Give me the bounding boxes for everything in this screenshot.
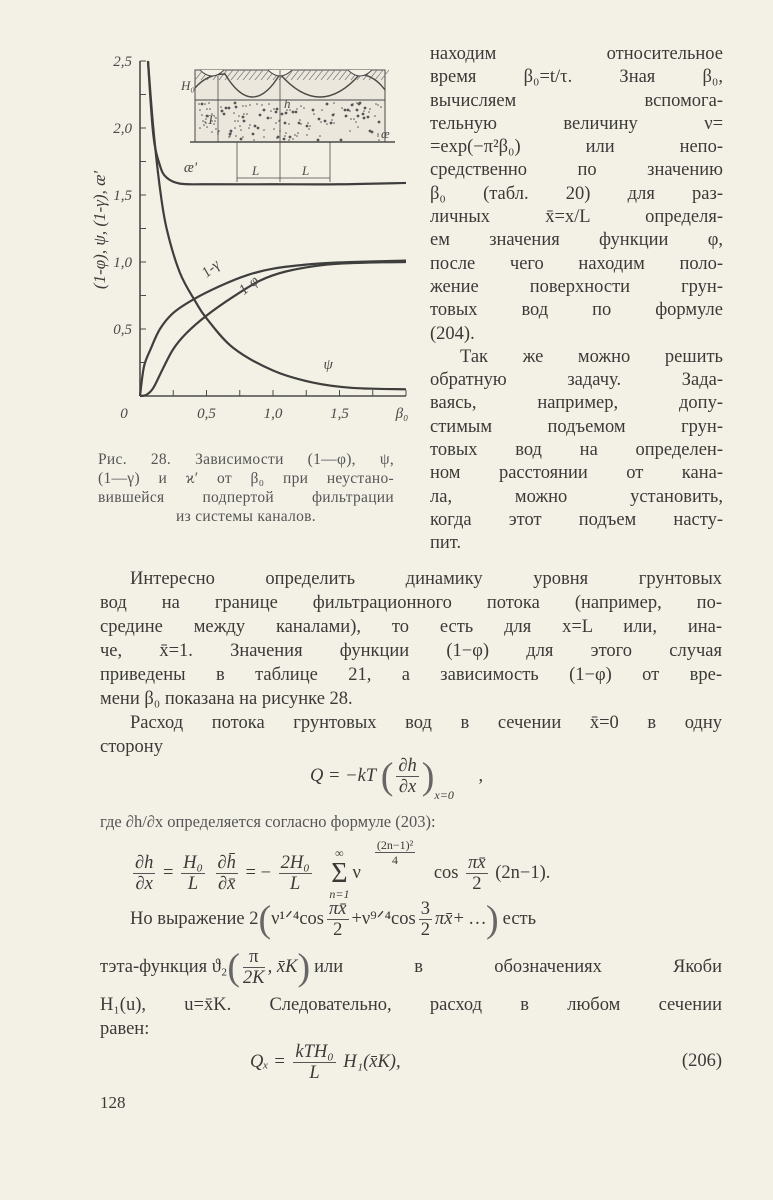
sand-dot [297, 132, 299, 134]
eq-den: L [290, 874, 301, 895]
eq-den: 2 [472, 874, 482, 895]
eq-num: πx̄ [329, 899, 347, 919]
sand-dot [268, 103, 270, 105]
sand-dot [275, 122, 277, 124]
sand-dot [318, 118, 321, 121]
sand-dot [307, 122, 309, 124]
sand-dot [306, 134, 308, 136]
y-tick-label: 2,0 [113, 121, 132, 137]
sand-dot [238, 115, 240, 117]
text-line: товых вод на определен- [430, 440, 723, 461]
sand-dot [215, 117, 217, 119]
sand-dot [240, 138, 243, 141]
eq-lhs: Qₓ = [250, 1051, 286, 1072]
sand-dot [246, 113, 248, 115]
text-line: ла, можно установить, [430, 486, 723, 507]
sand-dot [283, 138, 286, 141]
sand-dot [240, 129, 242, 131]
sand-dot [285, 112, 288, 115]
sand-dot [377, 135, 379, 137]
exp-num: (2n−1)² [376, 838, 414, 852]
text-line: вычисляем вспомога- [430, 90, 723, 111]
sand-dot [273, 128, 275, 130]
sand-dot [298, 122, 301, 125]
caption-line: (1—γ) и ϰ′ от β₀ при неустано- [98, 470, 394, 487]
text-line: ном расстоянии от кана- [430, 463, 723, 484]
sand-dot [284, 135, 286, 137]
sand-dot [377, 104, 379, 106]
text-line: β₀ (табл. 20) для раз- [430, 183, 723, 204]
y-tick-label: 2,5 [113, 54, 132, 70]
sand-dot [203, 124, 205, 126]
text-line: пит. [430, 533, 462, 554]
text-line: личных x̄=x/L определя- [430, 207, 723, 228]
sand-dot [321, 109, 323, 111]
eq-den: L [309, 1063, 320, 1083]
sand-dot [288, 139, 290, 141]
sand-dot [333, 122, 335, 124]
sand-dot [326, 123, 328, 125]
eq-sign: = − [245, 863, 272, 883]
sand-dot [344, 109, 347, 112]
inset-label-L: L [252, 163, 260, 178]
sand-dot [253, 139, 255, 141]
eq-tail: , [478, 765, 484, 786]
sand-dot [341, 107, 343, 109]
text-line: приведены в таблице 21, а зависимость (1−φ) от вре- [100, 665, 722, 685]
sand-dot [294, 134, 296, 136]
sand-dot [378, 139, 380, 141]
sand-dot [221, 110, 224, 113]
sand-dot [252, 133, 255, 136]
sand-dot [349, 130, 351, 132]
sand-dot [326, 103, 329, 106]
figure-caption [98, 450, 394, 526]
sand-dot [368, 111, 370, 113]
sand-dot [242, 136, 244, 138]
sand-dot [235, 135, 237, 137]
sand-dot [215, 128, 217, 130]
x-axis-label: β₀ [395, 406, 409, 422]
inset-label-kappa: æ [381, 126, 390, 141]
sand-dot [324, 120, 327, 123]
paragraph-dynamics [100, 567, 722, 759]
sand-dot [259, 114, 262, 117]
text: πx̄+ … [434, 908, 486, 929]
sand-dot [245, 105, 247, 107]
x-origin-label: 0 [120, 406, 128, 422]
sand-dot [296, 135, 298, 137]
sand-dot [243, 113, 245, 115]
sand-dot [209, 108, 211, 110]
eq-sign: = [163, 863, 174, 883]
sand-dot [263, 136, 265, 138]
text-line: равен: [100, 1019, 150, 1039]
sand-dot [199, 127, 201, 129]
sand-dot [218, 130, 220, 132]
sand-dot [306, 125, 309, 128]
sand-dot [317, 139, 320, 142]
sand-dot [288, 123, 290, 125]
sand-dot [235, 106, 238, 109]
sand-dot [300, 105, 302, 107]
series-label: 1-γ [198, 257, 224, 282]
eq-den: 2K [243, 968, 265, 988]
sand-dot [374, 115, 376, 117]
paragraph-jacobi [100, 993, 722, 1041]
x-tick-label: 1,0 [263, 406, 283, 422]
sand-dot [357, 115, 360, 118]
sand-dot [331, 119, 333, 121]
sand-dot [364, 107, 367, 110]
inset-label-h: h [284, 96, 291, 111]
sand-dot [380, 106, 382, 108]
text: Но выражение 2 [130, 908, 259, 929]
eq-nu: ν [352, 863, 361, 883]
sand-dot [198, 103, 200, 105]
one-minus-phi-curve [140, 262, 406, 396]
text: тэта-функция ϑ₂ [100, 956, 228, 977]
eq-den: 2 [420, 920, 430, 940]
right-column-text [430, 43, 723, 556]
eq-den: ∂x [135, 874, 153, 895]
sand-dot [242, 105, 244, 107]
sand-dot [347, 109, 350, 112]
sand-dot [371, 131, 374, 134]
sand-dot [313, 113, 315, 115]
sand-dot [202, 120, 204, 122]
chart-y-axis-title: (1-φ), ψ, (1-γ), æ' [90, 170, 109, 290]
paragraph-theta-function: тэта-функция ϑ₂( $\frac{\pi}{2K}$ , x̄K) или в обозначениях Якоби [100, 946, 722, 989]
sand-dot [256, 103, 258, 105]
caption-line: вившейся подпертой фильтрации [98, 489, 394, 506]
sand-dot [296, 108, 298, 110]
sand-dot [292, 111, 295, 114]
eq-num: 2H₀ [280, 853, 310, 874]
x-tick-label: 0,5 [197, 406, 216, 422]
text-line: Интересно определить динамику уровня грунтовых [130, 569, 722, 589]
sand-dot [237, 120, 239, 122]
eq-rhs: H₁(x̄K), [343, 1051, 401, 1072]
sand-dot [233, 112, 235, 114]
y-tick-label: 1,5 [113, 188, 132, 204]
sand-dot [358, 103, 361, 106]
sand-dot [378, 121, 381, 124]
text: или в обозначениях Якоби [314, 957, 722, 978]
sand-dot [277, 136, 280, 139]
eq-num: ∂h [135, 853, 154, 874]
sand-dot [201, 114, 203, 116]
sand-dot [229, 135, 231, 137]
inset-label-L: L [302, 163, 310, 178]
text: , x̄K [267, 956, 298, 977]
sand-dot [340, 139, 343, 142]
sand-dot [206, 108, 208, 110]
eq-num: ∂h̄ [217, 853, 236, 874]
sand-dot [223, 113, 226, 116]
sand-dot [267, 117, 270, 120]
sand-dot [230, 132, 232, 134]
sand-dot [234, 127, 236, 129]
sand-dot [243, 120, 246, 123]
text-line: товых вод по формуле [430, 300, 723, 321]
sand-dot [285, 132, 287, 134]
one-minus-gamma-curve [140, 261, 406, 396]
sand-dot [270, 117, 272, 119]
eq-den: 2 [333, 920, 343, 940]
page-number: 128 [100, 1093, 126, 1112]
text-line: средине между каналами), то есть для x=L или, ина- [100, 617, 722, 637]
sand-dot [295, 111, 298, 114]
sand-dot [356, 109, 359, 112]
eq-lhs: Q = −kT [310, 765, 377, 786]
sand-dot [228, 107, 231, 110]
text-line: мени β₀ показана на рисунке 28. [100, 689, 353, 709]
sand-dot [362, 113, 365, 116]
text-line: ем значения функции φ, [430, 230, 723, 251]
eq-num: π [243, 947, 265, 968]
sand-dot [363, 117, 366, 120]
caption-line: Рис. 28. Зависимости (1—φ), ψ, [98, 451, 394, 468]
text-line: ваясь, например, допу- [430, 393, 723, 414]
sand-dot [375, 103, 377, 105]
text-line: H₁(u), u=x̄K. Следовательно, расход в любом сечении [100, 995, 722, 1015]
exp-den: 4 [392, 853, 398, 867]
text: есть [502, 908, 537, 929]
sand-dot [234, 102, 237, 105]
sand-dot [263, 129, 265, 131]
text: +ν⁹ᐟ⁴cos [351, 908, 416, 929]
text-line: средственно по значению [430, 160, 723, 181]
sand-dot [292, 138, 294, 140]
sand-dot [220, 106, 222, 108]
sand-dot [289, 136, 292, 139]
equation-206 [250, 1042, 722, 1083]
eq-num: H₀ [183, 853, 203, 874]
sand-dot [242, 116, 245, 119]
eq-num: kTH₀ [295, 1042, 334, 1062]
sand-dot [350, 118, 352, 120]
sand-dot [281, 113, 284, 116]
sand-dot [254, 125, 257, 128]
text: ν¹ᐟ⁴cos [271, 908, 325, 929]
sand-dot [333, 102, 335, 104]
inset-label-H0: H₀ [181, 78, 195, 93]
sand-dot [349, 110, 351, 112]
sand-dot [319, 135, 321, 137]
text-line: жение поверхности грун- [430, 276, 723, 297]
sand-dot [230, 130, 233, 133]
sand-dot [201, 103, 204, 106]
text-line: стимым подъемом грун- [430, 416, 723, 437]
sand-dot [214, 120, 216, 122]
sand-dot [309, 125, 311, 127]
sand-dot [211, 131, 213, 133]
text-line: когда этот подъем насту- [430, 509, 723, 530]
sum-upper: ∞ [335, 845, 344, 860]
equation-number: (206) [681, 1051, 722, 1071]
text-line: после чего находим поло- [430, 253, 723, 274]
text-line: вод на границе фильтрационного потока (например, по- [100, 593, 722, 613]
inset-cross-section [180, 70, 395, 182]
sand-dot [308, 128, 310, 130]
series-label: ψ [323, 357, 333, 374]
inset-label-T: T [207, 112, 215, 127]
paragraph-theta-expression: Но выражение 2(ν¹ᐟ⁴cos $\frac{\pi x̄}{2}$ +ν⁹ᐟ⁴cos $\frac{3}{2}$ πx̄+ …) есть [130, 898, 537, 941]
sand-dot [345, 115, 348, 118]
sand-dot [377, 133, 379, 135]
sand-dot [300, 123, 302, 125]
eq-den: ∂x̄ [218, 874, 236, 895]
sand-dot [276, 108, 279, 111]
text-line: сторону [100, 737, 163, 757]
eq-cos: cos [433, 863, 459, 883]
series-label: 1-φ [236, 272, 263, 299]
text-line: находим относительное [430, 44, 723, 64]
text-line: че, x̄=1. Значения функции (1−φ) для этого случая [100, 641, 722, 661]
sand-dot [275, 111, 278, 114]
equation-discharge: Q = −kT ( $\frac{\partial h}{\partial x}$ )$_{x=0}$ , [310, 755, 484, 802]
text-line: время β₀=t/τ. Зная β₀, [430, 67, 723, 88]
sand-dot [330, 122, 333, 125]
sand-dot [355, 121, 357, 123]
sum-lower: n=1 [329, 886, 350, 901]
sand-dot [257, 127, 260, 130]
text-line: тельную величину ν= [430, 113, 723, 134]
caption-line: из системы каналов. [176, 508, 316, 525]
text-line: (204). [430, 323, 475, 344]
text-line: где ∂h/∂x определяется согласно формуле (203): [100, 812, 436, 831]
y-tick-label: 0,5 [113, 322, 132, 338]
sand-dot [303, 107, 305, 109]
x-tick-label: 1,5 [330, 406, 349, 422]
sand-dot [270, 110, 272, 112]
y-tick-label: 1,0 [113, 255, 132, 271]
sand-dot [299, 119, 301, 121]
series-label: æ' [183, 160, 198, 177]
sand-dot [239, 125, 241, 127]
sand-dot [369, 108, 371, 110]
sand-dot [352, 103, 354, 105]
text-line: обратную задачу. Зада- [430, 370, 723, 391]
eq-den: ∂x [398, 777, 417, 797]
sand-dot [199, 109, 201, 111]
sand-dot [273, 108, 275, 110]
sand-dot [225, 107, 228, 110]
eq-tail: (2n−1). [495, 863, 551, 883]
eq-num: πx̄ [468, 853, 486, 874]
sum-sign: Σ [331, 857, 348, 889]
sand-dot [234, 120, 236, 122]
eq-sub: x=0 [434, 787, 454, 802]
sand-dot [261, 104, 263, 106]
figure-28-chart [90, 40, 420, 430]
sand-dot [249, 124, 251, 126]
sand-dot [312, 109, 315, 112]
sand-dot [320, 121, 322, 123]
sand-dot [333, 113, 335, 115]
text-line: Так же можно решить [460, 346, 723, 367]
sand-dot [263, 109, 266, 112]
equation-203 [130, 838, 550, 901]
eq-num: ∂h [398, 756, 417, 776]
sand-dot [356, 102, 358, 104]
eq-num: 3 [420, 899, 430, 919]
sand-dot [208, 102, 210, 104]
sand-dot [367, 116, 370, 119]
sand-dot [204, 103, 206, 105]
text-line: Расход потока грунтовых вод в сечении x̄=0 в одну [130, 713, 722, 733]
sand-dot [363, 110, 365, 112]
sand-dot [357, 126, 359, 128]
sand-dot [284, 122, 287, 125]
eq-den: L [187, 874, 199, 895]
text-line: =exp(−π²β₀) или непо- [430, 137, 723, 158]
sand-dot [353, 118, 355, 120]
sand-dot [248, 127, 250, 129]
sand-dot [249, 104, 251, 106]
